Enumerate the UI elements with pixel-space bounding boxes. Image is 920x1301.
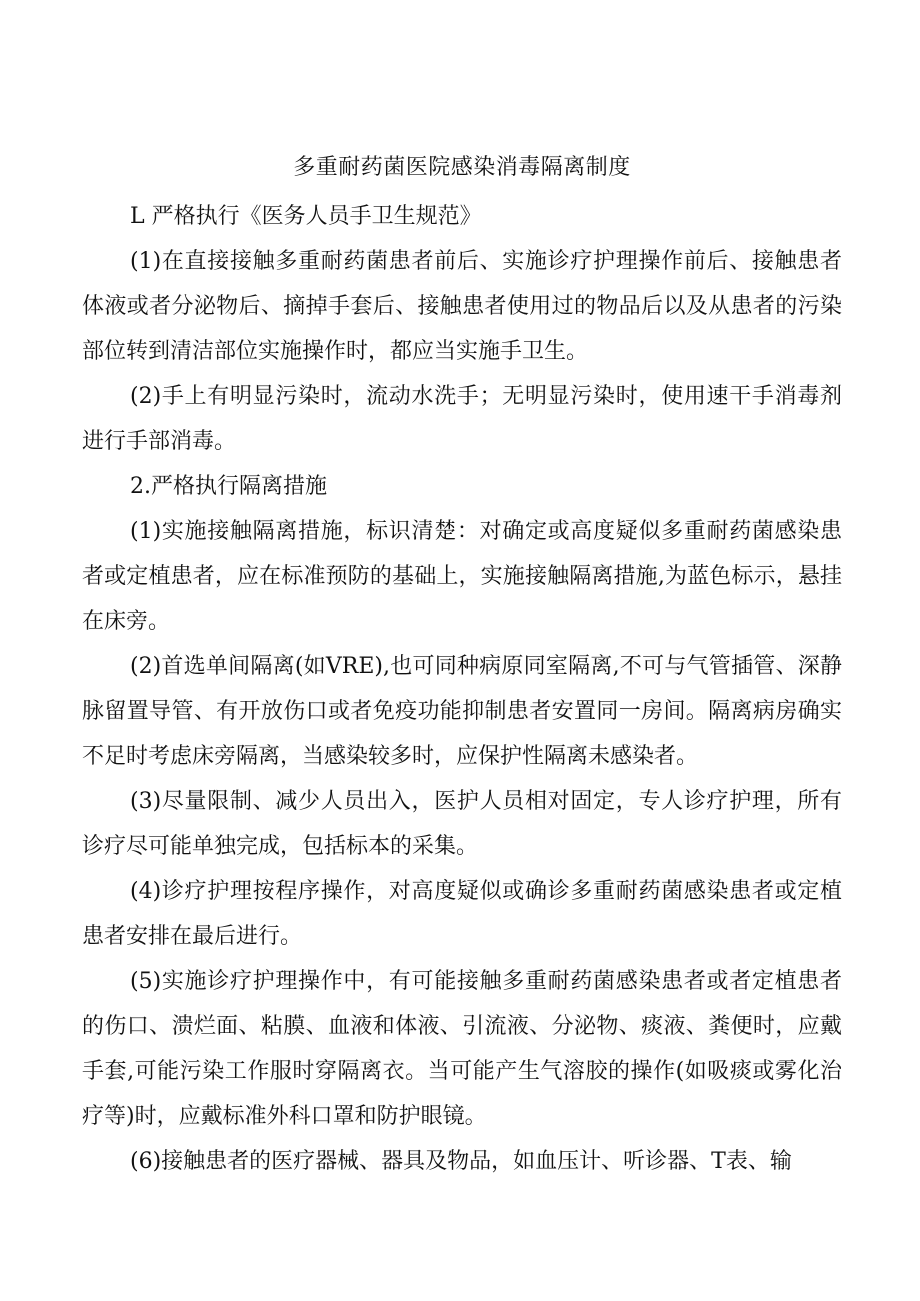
section-2-paragraph-3: (3)尽量限制、减少人员出入，医护人员相对固定，专人诊疗护理，所有诊疗尽可能单独完成，包括标本的采集。 xyxy=(82,789,842,859)
document-body xyxy=(82,148,842,1184)
section-2-paragraph-4: (4)诊疗护理按程序操作，对高度疑似或确诊多重耐药菌感染患者或定植患者安排在最后进行。 xyxy=(82,879,842,949)
section-2-paragraph-2: (2)首选单间隔离(如VRE),也可同种病原同室隔离,不可与气管插管、深静脉留置导管、有开放伤口或者免疫功能抑制患者安置同一房间。隔离病房确实不足时考虑床旁隔离，当感染较多时，应保护性隔离未感染者。 xyxy=(82,654,842,769)
section-2-paragraph-6: (6)接触患者的医疗器械、器具及物品，如血压计、听诊器、T表、输 xyxy=(130,1149,792,1174)
section-1-heading: L 严格执行《医务人员手卫生规范》 xyxy=(130,204,482,229)
document-title: 多重耐药菌医院感染消毒隔离制度 xyxy=(293,155,631,180)
section-2-paragraph-1: (1)实施接触隔离措施，标识清楚：对确定或高度疑似多重耐药菌感染患者或定植患者，应在标准预防的基础上，实施接触隔离措施,为蓝色标示，悬挂在床旁。 xyxy=(82,519,842,634)
section-2-heading: 2.严格执行隔离措施 xyxy=(130,474,327,499)
section-2-paragraph-5: (5)实施诊疗护理操作中，有可能接触多重耐药菌感染患者或者定植患者的伤口、溃烂面、粘膜、血液和体液、引流液、分泌物、痰液、粪便时，应戴手套,可能污染工作服时穿隔离衣。当可能产生气溶胶的操作(如吸痰或雾化治疗等)时，应戴标准外科口罩和防护眼镜。 xyxy=(82,969,842,1129)
section-1-paragraph-2: (2)手上有明显污染时，流动水洗手；无明显污染时，使用速干手消毒剂进行手部消毒。 xyxy=(82,384,842,454)
section-1-paragraph-1: (1)在直接接触多重耐药菌患者前后、实施诊疗护理操作前后、接触患者体液或者分泌物后、摘掉手套后、接触患者使用过的物品后以及从患者的污染部位转到清洁部位实施操作时，都应当实施手卫生。 xyxy=(82,249,842,364)
